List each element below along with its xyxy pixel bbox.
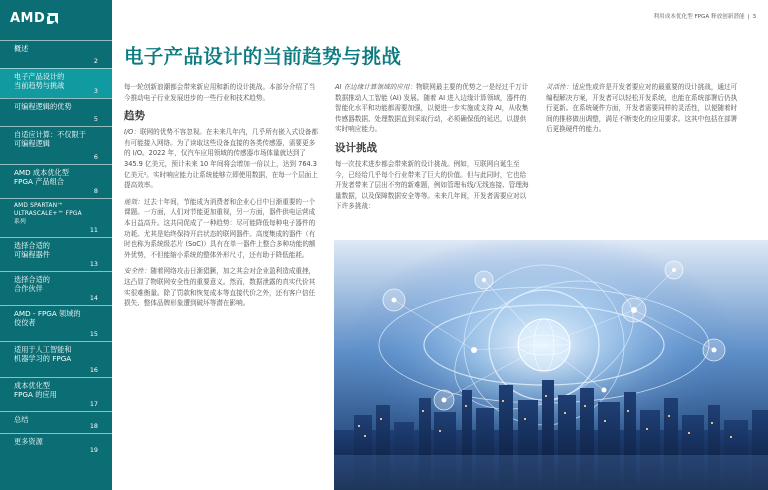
toc-page: 19 [89,446,98,454]
edge-ai-lead: AI 在边缘计算领域的应用： [335,83,417,91]
toc-title: 自适应计算：不仅限于 可编程逻辑 [14,130,86,149]
toc-item-spartan[interactable] [0,198,112,237]
toc-item-programmable-logic[interactable] [0,98,112,126]
toc-item-ai-ml[interactable] [0,341,112,377]
page-title: 电子产品设计的当前趋势与挑战 [124,45,402,68]
toc-title: AMD SPARTAN™ ULTRASCALE+™ FPGA 系列 [14,203,82,226]
trends-heading: 趋势 [124,110,145,123]
edge-ai-paragraph [335,82,531,135]
flexibility-paragraph [546,82,742,135]
column-1 [124,82,320,315]
security-paragraph [124,266,320,308]
toc-item-overview[interactable] [0,40,112,68]
toc-page: 18 [89,422,98,430]
running-header: 利用成本优化型 FPGA 释放创新潜能 | 3 [653,14,756,20]
page-number: 3 [752,14,756,20]
column-3 [546,82,742,141]
smart-city-network-illustration [334,240,768,490]
toc-item-adaptive-computing[interactable] [0,126,112,164]
power-paragraph [124,197,320,261]
power-text: 过去十年间，节能成为消费者和企业心目中日渐重要的一个课题。一方面，人们对节能更加重视，另一方面，器件供电运营成本日益高升。这共同促成了一种趋势：尽可能降低每种电子器件的功耗。尤其是始终保持开启状态的联网器件。高度集成的器件（有时也称为系统级芯片 (SoC)）具有在单一器件上整合多种功能的额外优势，不但能缩小系统的整体外形尺寸，还有助于降低能耗。 [124,197,316,259]
city-network-image [334,240,768,490]
toc-title: 适用于人工智能和 机器学习的 FPGA [14,345,72,364]
running-header-title: 利用成本优化型 FPGA 释放创新潜能 [653,14,745,20]
toc-page: 6 [93,153,98,161]
flexibility-lead: 灵活性： [546,83,573,91]
toc-page: 14 [89,294,98,302]
toc-page: 13 [89,260,98,268]
power-lead: 能效： [124,197,144,206]
toc-page: 15 [89,330,98,338]
toc-page: 11 [89,226,98,234]
design-paragraph: 每一次技术进步都会带来新的设计挑战。例如，互联网自诞生至今，已经给几乎每个行业带来了巨大的价值。但与此同时，它也给开发者带来了层出不穷的新难题，例如管理布线/无线连接、管理海量数据，以及保障数据安全等等。未来几年间，开发者需要应对以下许多挑战： [335,159,529,211]
toc-page: 8 [93,187,98,195]
intro-paragraph: 每一轮创新浪潮都会带来新应用和新的设计挑战。本部分介绍了当今推动电子行业发展进步的一些行业和技术趋势。 [124,83,316,102]
security-text: 随着网络攻击日渐猖獗，加之其会对企业盈利造成重挫，这凸显了物联网安全性的重要意义。然而，数据泄露的真实代价其实很难衡量。除了罚款和恢复成本等直接代价之外，还有客户信任损失、整体品牌形象遭到破坏等潜在影响。 [124,267,316,308]
toc-title: 选择合适的 可编程器件 [14,241,50,260]
toc-page: 5 [93,115,98,123]
toc-item-select-partner[interactable] [0,271,112,305]
toc-title: 总结 [14,415,29,424]
io-text: 联网的优势不容忽视。在未来几年内，几乎所有嵌入式设备都有可能接入网络。为了读取这些设备直接的各类传感器，需要更多的 I/O。2022 年，仅汽车应用领域的传感器市场体量就达到了 345.9 亿美元，预计未来 10 年间将会增加一倍以上，达到 764.3 亿美元¹。实时响应能力让系统能够立即使用数据，在每一个层面上提高效率。 [124,128,318,190]
flexibility-text: 适应性或许是开发者要应对的最重要的设计挑战，通过可编程解决方案，开发者可以轻松开发系统，也能在系统部署后仍执行更新。在系统硬件方面，开发者需要同样的灵活性，以便随着时间的推移做出调整，满足不断变化的应用要求。这其中包括在部署后更换硬件的能力。 [546,83,738,134]
toc-item-fpga-portfolio[interactable] [0,164,112,198]
security-lead: 安全性： [124,267,151,276]
toc-title: AMD - FPGA 领域的 佼佼者 [14,309,81,328]
toc-page: 3 [93,87,98,95]
design-challenges-heading: 设计挑战 [335,141,377,154]
io-lead: I/O： [124,128,140,137]
toc-page: 16 [89,366,98,374]
toc-item-resources[interactable] [0,433,112,457]
toc-title: AMD 成本优化型 FPGA 产品组合 [14,168,69,187]
logo-text: AMD [10,10,46,26]
toc-item-select-device[interactable] [0,237,112,271]
toc-title: 更多资源 [14,437,43,446]
amd-arrow-icon [47,13,58,24]
toc-title: 选择合适的 合作伙伴 [14,275,50,294]
toc-item-applications[interactable] [0,377,112,411]
toc-page: 17 [89,400,98,408]
toc-item-trends[interactable] [0,68,112,98]
toc-title: 概述 [14,44,29,53]
toc-title: 可编程逻辑的优势 [14,102,72,111]
toc-title: 电子产品设计的 当前趋势与挑战 [14,72,65,91]
toc-page: 2 [93,57,98,65]
edge-ai-text: 物联网最主要的优势之一是经过千万计数据推动人工智能 (AI) 发展。随着 AI 进入边缘计算领域，器件的智能化水平和功能都需要加强，以便进一步实施或支持 AI，从收集传感器数据、处理数据直到采取行动，必须确保低的延迟，以提供实时响应能力。 [335,83,529,134]
io-paragraph [124,127,320,191]
toc-title: 成本优化型 FPGA 的应用 [14,381,57,400]
toc-item-leader[interactable] [0,305,112,341]
toc-item-summary[interactable] [0,411,112,433]
column-2 [335,82,531,218]
sidebar [0,0,112,490]
amd-logo[interactable] [10,10,58,26]
